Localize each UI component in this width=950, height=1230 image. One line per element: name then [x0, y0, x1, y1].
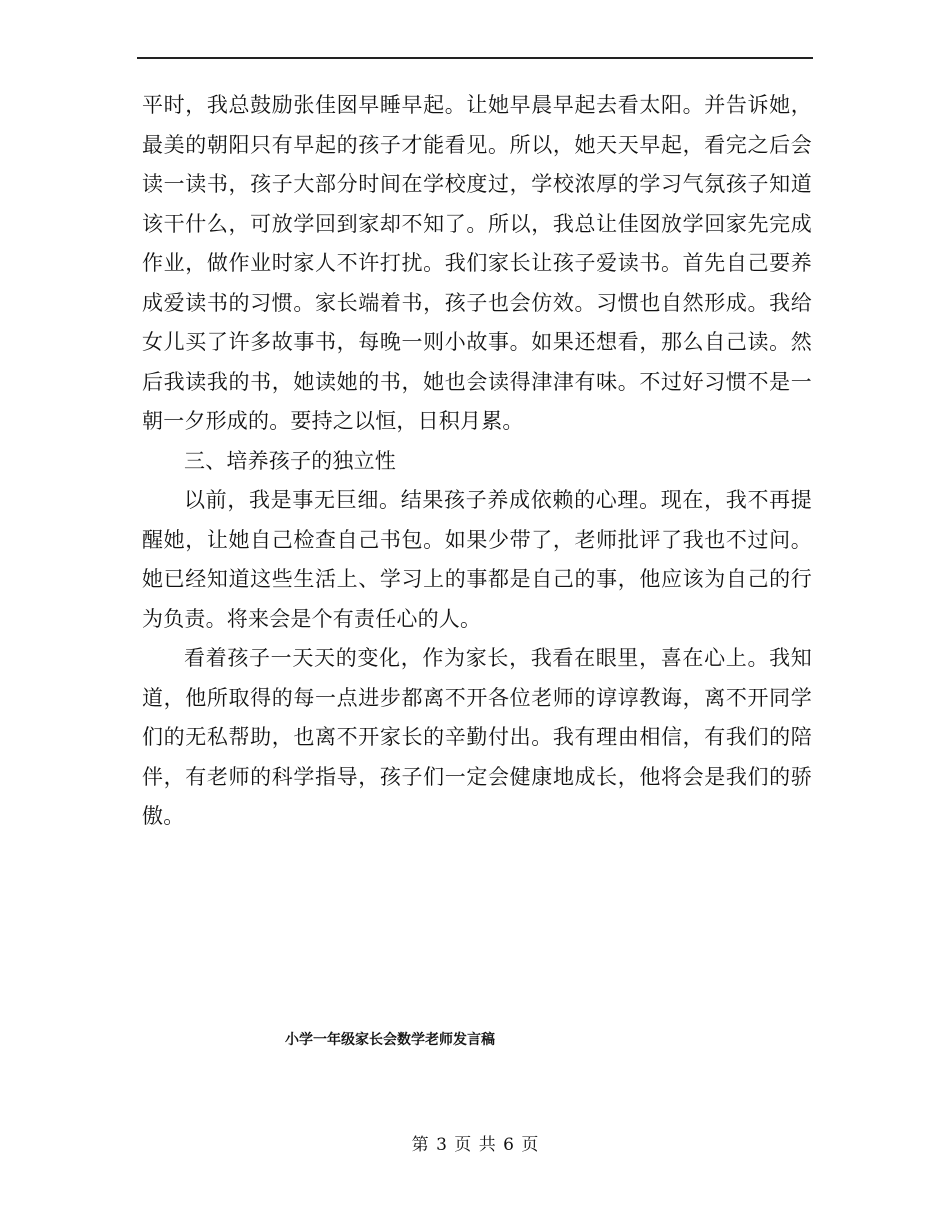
section-heading-independence: 三、培养孩子的独立性: [184, 448, 396, 473]
paragraph-habits: 平时，我总鼓励张佳囡早睡早起。让她早晨早起去看太阳。并告诉她，最美的朝阳只有早起的孩子才能看见。所以，她天天早起，看完之后会读一读书，孩子大部分时间在学校度过，学校浓厚的学习气氛孩子知道该干什么，可放学回到家却不知了。所以，我总让佳囡放学回家先完成作业，做作业时家人不许打扰。我们家长让孩子爱读书。首先自己要养成爱读书的习惯。家长端着书，孩子也会仿效。习惯也自然形成。我给女儿买了许多故事书，每晚一则小故事。如果还想看，那么自己读。然后我读我的书，她读她的书，她也会读得津津有味。不过好习惯不是一朝一夕形成的。要持之以恒，日积月累。: [142, 93, 812, 433]
page-number: 第 3 页 共 6 页: [411, 1135, 539, 1155]
footer-document-title: 小学一年级家长会数学老师发言稿: [285, 1032, 495, 1048]
paragraph-independence: 以前，我是事无巨细。结果孩子养成依赖的心理。现在，我不再提醒她，让她自己检查自己书包。如果少带了，老师批评了我也不过问。她已经知道这些生活上、学习上的事都是自己的事，他应该为自己的行为负责。将来会是个有责任心的人。: [142, 488, 812, 631]
paragraph-conclusion: 看着孩子一天天的变化，作为家长，我看在眼里，喜在心上。我知道，他所取得的每一点进步都离不开各位老师的谆谆教诲，离不开同学们的无私帮助，也离不开家长的辛勤付出。我有理由相信，有我们的陪伴，有老师的科学指导，孩子们一定会健康地成长，他将会是我们的骄傲。: [142, 646, 812, 828]
document-body: [142, 86, 812, 837]
header-rule: [137, 57, 813, 59]
